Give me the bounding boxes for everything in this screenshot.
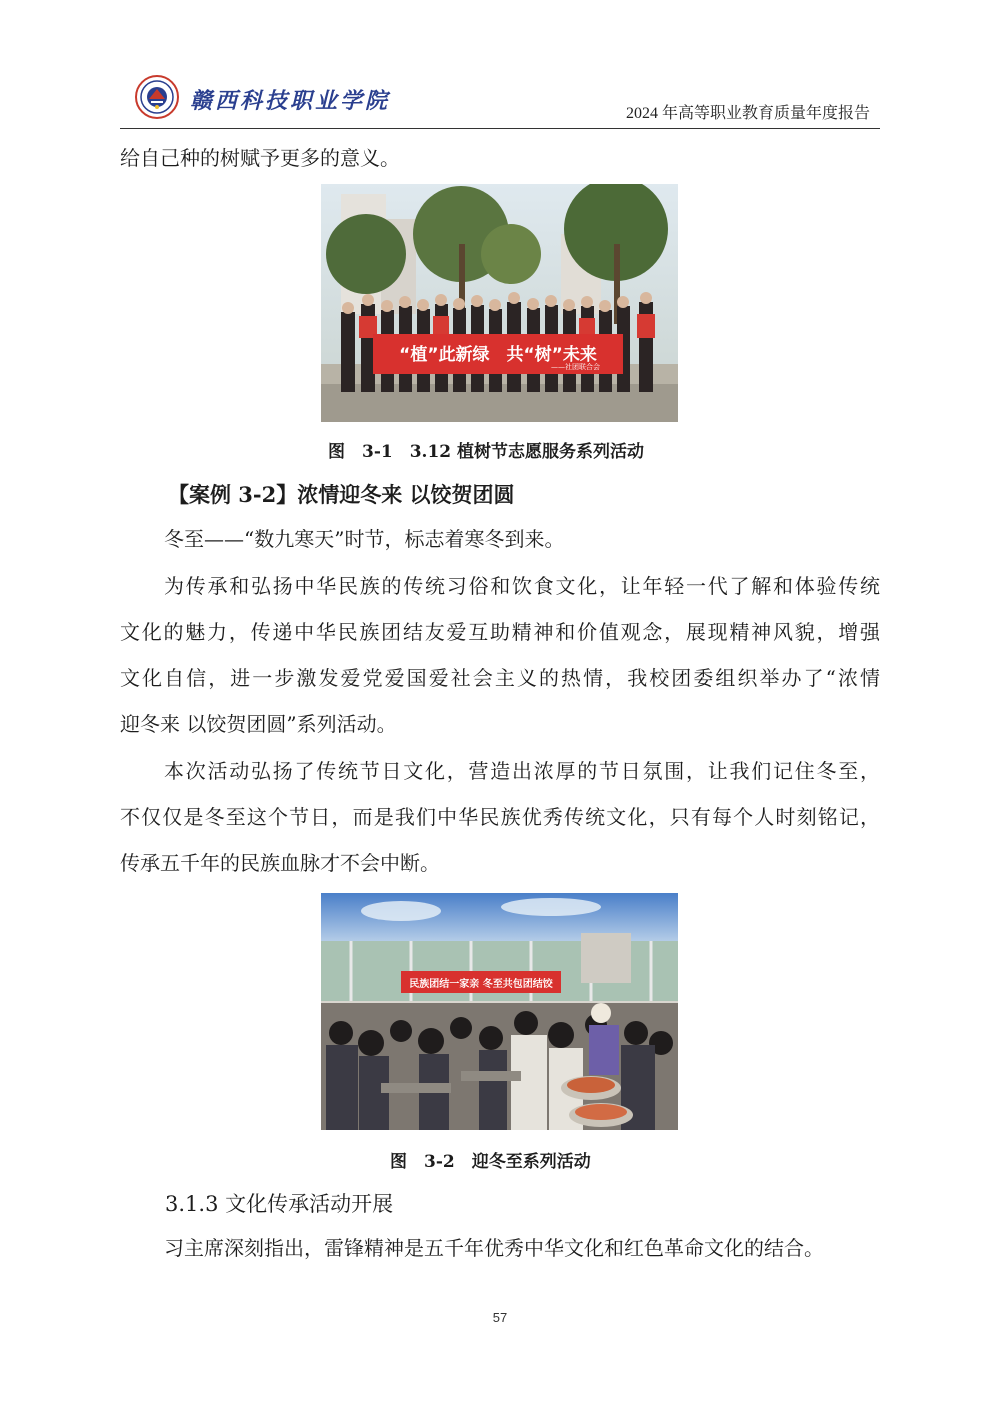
report-title: 2024 年高等职业教育质量年度报告	[625, 105, 870, 122]
paragraph-3-line-1: 本次活动弘扬了传统节日文化，营造出浓厚的节日氛围，让我们记住冬至，	[164, 759, 880, 783]
winter-solstice-banner-text: 民族团结一家亲 冬至共包团结饺	[409, 979, 553, 990]
section-title: 3.1.3 文化传承活动开展	[165, 1192, 394, 1216]
winter-solstice-photo	[321, 893, 678, 1130]
tree-planting-banner-text: “植”此新绿 共“树”未来	[399, 345, 597, 365]
paragraph-1: 冬至——“数九寒天”时节，标志着寒冬到来。	[164, 527, 565, 551]
paragraph-2-line-1: 为传承和弘扬中华民族的传统习俗和饮食文化，让年轻一代了解和体验传统	[164, 574, 880, 598]
paragraph-2-line-2: 文化的魅力，传递中华民族团结友爱互助精神和价值观念，展现精神风貌，增强	[120, 620, 880, 644]
paragraph-3-line-3: 传承五千年的民族血脉才不会中断。	[120, 851, 440, 875]
paragraph-4: 习主席深刻指出，雷锋精神是五千年优秀中华文化和红色革命文化的结合。	[164, 1236, 824, 1260]
school-name: 赣西科技职业学院	[190, 88, 391, 114]
figure-2-caption: 图 3-2 迎冬至系列活动	[390, 1152, 591, 1172]
figure-1-caption: 图 3-1 3.12 植树节志愿服务系列活动	[328, 442, 645, 462]
paragraph-2-line-3: 文化自信，进一步激发爱党爱国爱社会主义的热情，我校团委组织举办了“浓情	[120, 666, 880, 690]
tree-planting-photo	[321, 184, 678, 422]
paragraph-3-line-2: 不仅仅是冬至这个节日，而是我们中华民族优秀传统文化，只有每个人时刻铭记，	[120, 805, 880, 829]
page-header	[120, 70, 880, 129]
case-title: 【案例 3-2】浓情迎冬来 以饺贺团圆	[168, 482, 515, 507]
paragraph-2-line-4: 迎冬来 以饺贺团圆”系列活动。	[120, 712, 397, 736]
page-number: 57	[492, 1310, 508, 1325]
tree-planting-banner-subtext: ——社团联合会	[551, 363, 600, 371]
school-logo	[135, 75, 179, 119]
paragraph-intro-tail: 给自己种的树赋予更多的意义。	[120, 146, 400, 170]
